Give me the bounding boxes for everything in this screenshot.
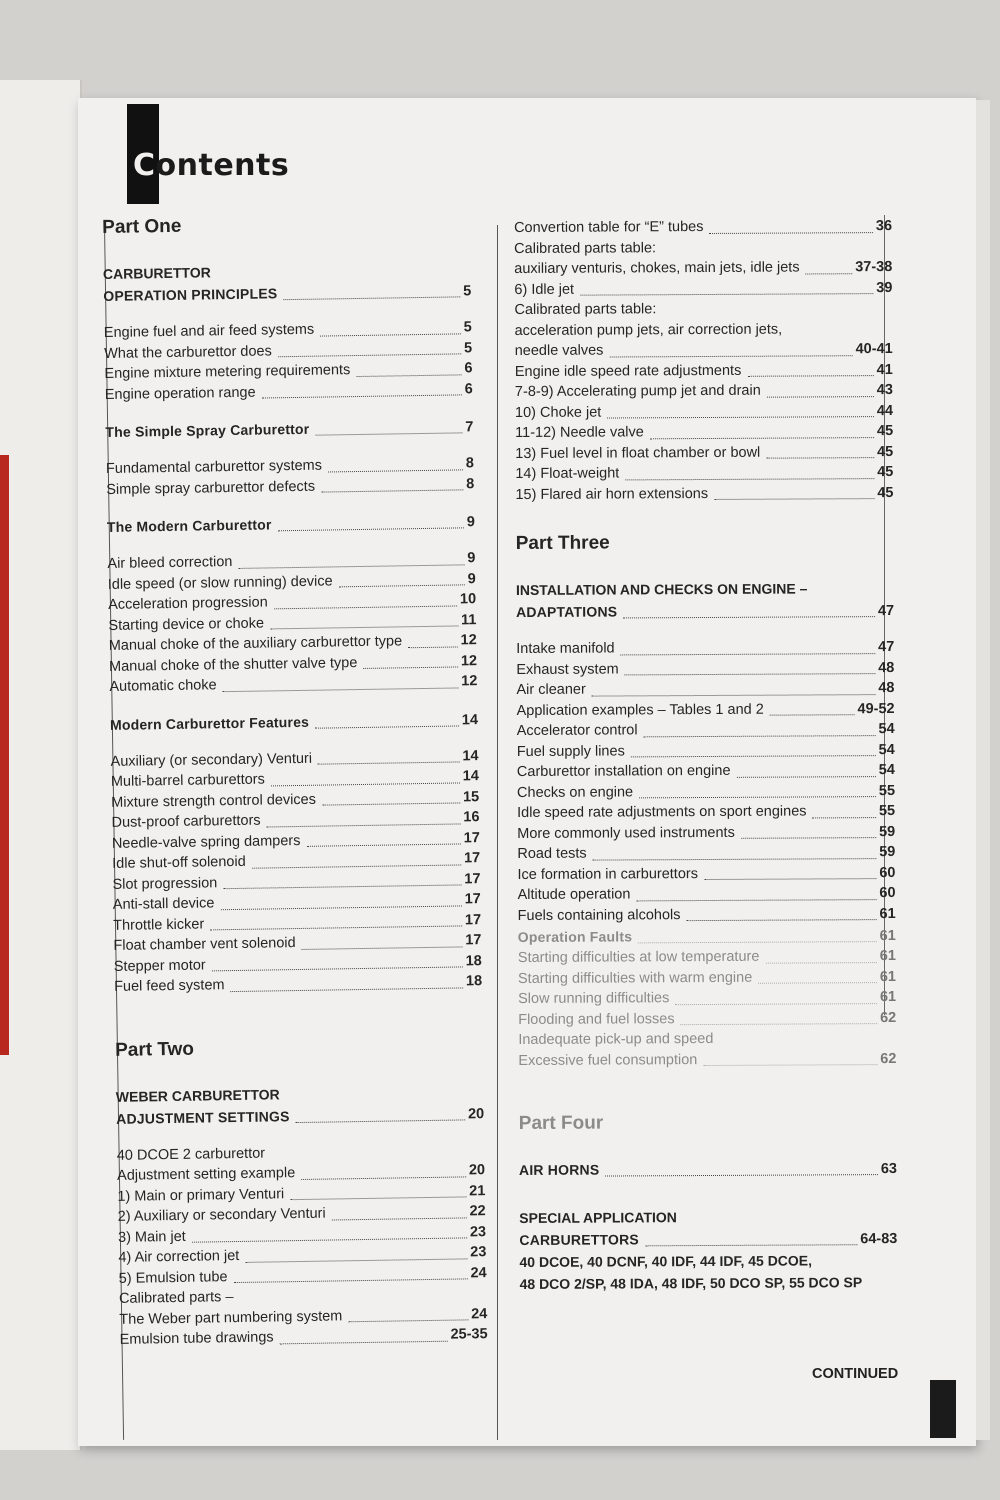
toc-entry (515, 462, 893, 484)
toc-entry-title: needle valves (514, 342, 604, 359)
toc-text-line: 40 DCOE 2 carburettor (116, 1145, 266, 1164)
toc-entry (518, 987, 896, 1009)
dot-leader (605, 1174, 878, 1176)
dot-leader (592, 694, 876, 696)
toc-entry-title: Fuels containing alcohols (517, 906, 681, 924)
dot-leader (714, 498, 874, 500)
toc-text-line: 48 DCO 2/SP, 48 IDA, 48 IDF, 50 DCO SP, 55 DCO SP (519, 1274, 863, 1292)
toc-entry-title: Excessive fuel consumption (518, 1051, 698, 1069)
spacer (519, 1179, 897, 1207)
toc-entry-title: Acceleration progression (108, 594, 268, 613)
dot-leader (675, 1003, 877, 1005)
toc-entry-title: Adjustment setting example (116, 1165, 296, 1184)
toc-entry (517, 822, 895, 844)
toc-entry-title: auxiliary venturis, chokes, main jets, idle jets (514, 259, 800, 277)
toc-entry-title: Mixture strength control devices (111, 791, 317, 811)
toc-entry-title: Operation Faults (517, 928, 633, 945)
dot-leader (741, 837, 876, 839)
dot-leader (315, 432, 462, 435)
dot-leader (220, 905, 461, 910)
dot-leader (625, 478, 874, 480)
toc-entry-title: 4) Air correction jet (118, 1247, 240, 1266)
toc-page-number: 8 (466, 475, 475, 492)
toc-page-number: 40-41 (855, 341, 893, 358)
dot-leader (238, 564, 464, 569)
dot-leader (322, 802, 460, 805)
toc-page-number: 45 (877, 484, 894, 501)
toc-entry (517, 719, 895, 741)
toc-page-number: 45 (877, 443, 894, 460)
toc-entry-title: Starting difficulties with warm engine (517, 969, 753, 987)
toc-entry (515, 421, 893, 443)
toc-entry-title: Simple spray carburettor defects (106, 478, 316, 498)
toc-entry-title: Manual choke of the shutter valve type (108, 654, 358, 675)
toc-page-number: 63 (880, 1161, 898, 1178)
dot-leader (636, 899, 876, 901)
dot-leader (813, 817, 876, 818)
toc-entry-title: Idle speed (or slow running) device (107, 572, 333, 593)
toc-page-number: 17 (463, 829, 480, 846)
toc-page-number: 5 (463, 319, 472, 336)
page-title (133, 148, 289, 183)
spacer (518, 1069, 896, 1111)
toc-page-number: 14 (462, 747, 479, 764)
toc-entry-title: Engine idle speed rate adjustments (514, 362, 742, 380)
toc-page-number: 11 (460, 611, 477, 628)
toc-page-number: 17 (465, 932, 482, 949)
dot-leader (580, 293, 873, 296)
toc-entry-title: Fuel feed system (114, 977, 225, 995)
toc-entry-title: Engine fuel and air feed systems (103, 321, 315, 341)
toc-page-number: 54 (878, 741, 895, 758)
dot-leader (223, 884, 461, 889)
toc-entry (516, 678, 894, 700)
toc-entry-title: Engine mixture metering requirements (104, 362, 351, 382)
toc-entry-title: Accelerator control (516, 722, 638, 739)
toc-text-line: Inadequate pick-up and speed (518, 1030, 714, 1048)
toc-page-number: 14 (461, 711, 479, 728)
toc-page-number: 17 (464, 870, 481, 887)
toc-page-number: 62 (880, 1050, 897, 1067)
dot-leader (332, 1217, 467, 1220)
toc-page-number: 47 (878, 639, 895, 656)
toc-page-number: 5 (463, 283, 472, 300)
dot-leader (270, 625, 458, 629)
toc-entry (515, 401, 893, 423)
part-heading: Part Four (518, 1112, 604, 1134)
toc-page-number: 43 (876, 382, 893, 399)
toc-page-number: 15 (462, 788, 480, 805)
dot-leader (363, 666, 458, 668)
toc-entry (518, 1049, 896, 1071)
toc-entry-title: Slow running difficulties (518, 990, 670, 1007)
dot-leader (644, 735, 876, 737)
dot-leader (687, 919, 877, 921)
title-rest: ontents (155, 148, 290, 183)
toc-entry-title: Modern Carburettor Features (109, 713, 310, 733)
toc-entry-title: Emulsion tube drawings (119, 1329, 274, 1348)
toc-entry-title: 11-12) Needle valve (515, 424, 644, 441)
toc-entry-title: Stepper motor (113, 956, 206, 975)
toc-page-number: 49-52 (857, 700, 895, 717)
toc-entry-title: AIR HORNS (518, 1161, 600, 1178)
dot-leader (271, 782, 460, 786)
toc-entry-title: 1) Main or primary Venturi (117, 1185, 285, 1205)
toc-page-number: 47 (877, 603, 895, 620)
toc-entry-title: ADAPTATIONS (516, 603, 618, 620)
toc-entry-title: Engine operation range (104, 384, 256, 403)
toc-page-number: 64-83 (860, 1231, 898, 1248)
dot-leader (245, 1258, 467, 1262)
dot-leader (192, 1237, 467, 1242)
dot-leader (328, 469, 463, 472)
toc-page-number: 48 (878, 659, 895, 676)
dot-leader (639, 796, 876, 798)
toc-page-number: 14 (462, 768, 479, 785)
dot-leader (758, 982, 877, 984)
toc-entry-title: 3) Main jet (117, 1228, 186, 1246)
toc-entry-title: 7-8-9) Accelerating pump jet and drain (514, 382, 761, 400)
toc-entry (517, 883, 895, 905)
toc-entry-title: Air bleed correction (107, 553, 233, 572)
toc-text-line: WEBER CARBURETTOR (115, 1085, 280, 1105)
dot-leader (766, 457, 874, 459)
toc-entry (519, 1227, 897, 1251)
dot-leader (320, 333, 461, 336)
dot-leader (356, 374, 461, 377)
toc-entry-title: What the carburettor does (104, 342, 272, 362)
dot-leader (625, 673, 876, 675)
toc-text-line: CARBURETTOR (102, 264, 211, 282)
toc-page-number: 59 (879, 823, 896, 840)
toc-entry-title: Intake manifold (516, 640, 615, 657)
dot-leader (274, 605, 457, 609)
toc-entry-title: 5) Emulsion tube (118, 1268, 228, 1287)
toc-entry-title: The Weber part numbering system (119, 1307, 343, 1328)
toc-entry-title: The Simple Spray Carburettor (105, 420, 310, 440)
toc-entry (519, 1157, 897, 1181)
toc-entry-title: Slot progression (112, 874, 218, 893)
toc-entry-title: Idle shut-off solenoid (112, 853, 246, 872)
toc-text-line: INSTALLATION AND CHECKS ON ENGINE – (515, 580, 808, 598)
dot-leader (408, 646, 457, 648)
dot-leader (621, 653, 876, 655)
dot-leader (315, 725, 459, 728)
toc-entry-title: Application examples – Tables 1 and 2 (516, 701, 764, 719)
toc-right-column (514, 216, 898, 1295)
toc-page-number: 45 (877, 464, 894, 481)
dot-leader (704, 878, 876, 880)
toc-page-number: 9 (467, 550, 476, 567)
toc-page-number: 61 (879, 968, 897, 985)
toc-entry-title: 2) Auxiliary or secondary Venturi (117, 1205, 326, 1225)
toc-page-number: 20 (467, 1105, 485, 1122)
toc-page-number: 36 (875, 218, 893, 235)
dot-leader (770, 714, 855, 715)
toc-entry-title: Checks on engine (516, 783, 634, 801)
spacer (516, 503, 894, 531)
toc-page-number: 61 (879, 905, 896, 922)
dot-leader (806, 273, 853, 274)
toc-page-number: 44 (876, 402, 894, 419)
dot-leader (296, 1119, 465, 1123)
dot-leader (210, 925, 462, 930)
toc-entry-title: Throttle kicker (113, 915, 205, 934)
toc-page-number: 61 (879, 948, 896, 965)
toc-page-number: 7 (465, 419, 474, 436)
toc-entry-title: 15) Flared air horn extensions (515, 485, 709, 503)
middle-column-rule (497, 225, 498, 1440)
toc-page-number: 60 (879, 864, 896, 881)
dot-leader (223, 687, 459, 692)
dot-leader (767, 396, 874, 398)
continued-label: CONTINUED (812, 1366, 899, 1382)
toc-entry (515, 339, 893, 361)
dot-leader (737, 776, 876, 778)
toc-entry-title: Exhaust system (516, 660, 619, 678)
dot-leader (650, 437, 874, 439)
toc-page-number: 12 (460, 652, 478, 669)
dot-leader (234, 1278, 468, 1283)
title-first-letter: C (133, 148, 156, 183)
toc-page-number: 18 (465, 952, 482, 969)
toc-entry (515, 483, 893, 505)
toc-page-number: 59 (879, 844, 896, 861)
toc-entry (514, 216, 892, 238)
toc-page-number: 18 (465, 973, 483, 990)
toc-entry (517, 760, 895, 782)
toc-entry-title: OPERATION PRINCIPLES (103, 285, 278, 304)
part-heading: Part Two (114, 1038, 195, 1061)
toc-text-line: SPECIAL APPLICATION (519, 1209, 677, 1226)
toc-page-number: 21 (469, 1182, 486, 1199)
toc-text-line: Calibrated parts – (118, 1289, 234, 1307)
toc-entry (516, 637, 894, 659)
toc-page-number: 20 (468, 1162, 486, 1179)
toc-entry-title: Automatic choke (109, 677, 217, 695)
toc-entry-title: Flooding and fuel losses (518, 1010, 675, 1028)
spacer (516, 621, 894, 639)
dot-leader (321, 489, 463, 492)
toc-entry-title: Float chamber vent solenoid (113, 935, 296, 954)
toc-entry-title: 14) Float-weight (515, 465, 620, 482)
dot-leader (681, 1023, 877, 1025)
toc-page-number: 5 (463, 339, 473, 356)
toc-page-number: 25-35 (450, 1326, 488, 1343)
toc-page-number: 9 (466, 514, 475, 531)
dot-leader (339, 584, 465, 587)
toc-entry-title: Fundamental carburettor systems (105, 457, 323, 477)
toc-entry (514, 257, 892, 279)
dot-leader (703, 1064, 877, 1066)
toc-entry (517, 699, 895, 721)
toc-page-number: 23 (470, 1244, 487, 1261)
dot-leader (593, 858, 877, 860)
dot-leader (631, 755, 876, 757)
left-page-edge (0, 80, 82, 1450)
dot-leader (278, 353, 461, 357)
toc-entry-title: Carburettor installation on engine (516, 762, 731, 780)
spacer (519, 1141, 897, 1159)
spacer (114, 992, 483, 1038)
toc-entry-title: More commonly used instruments (517, 824, 735, 842)
toc-page-number: 12 (460, 632, 477, 649)
toc-page-number: 6 (464, 360, 473, 377)
dot-leader (645, 1244, 857, 1246)
toc-page-number: 60 (879, 885, 896, 902)
toc-entry (518, 967, 896, 989)
toc-page-number: 22 (469, 1203, 486, 1220)
toc-text-line: Calibrated parts table: (514, 301, 657, 318)
toc-entry-title: Anti-stall device (112, 895, 215, 913)
toc-page-number: 55 (878, 803, 896, 820)
toc-entry-title: Multi-barrel carburettors (110, 771, 265, 790)
toc-entry (516, 658, 894, 680)
toc-entry-title: 10) Choke jet (514, 404, 602, 421)
dot-leader (262, 394, 462, 398)
dot-leader (280, 1340, 448, 1344)
toc-page-number: 61 (879, 989, 897, 1006)
toc-entry (514, 278, 892, 300)
dot-leader (302, 946, 463, 950)
toc-text-line: 40 DCOE, 40 DCNF, 40 IDF, 44 IDF, 45 DCOE, (519, 1252, 813, 1270)
toc-page-number: 62 (880, 1009, 897, 1026)
toc-entry-title: Auxiliary (or secondary) Venturi (110, 750, 313, 770)
dot-leader (301, 1176, 466, 1180)
toc-text-line: acceleration pump jets, air correction jets, (514, 321, 783, 339)
dot-leader (623, 616, 875, 618)
toc-entry (518, 924, 896, 948)
spacer (516, 561, 894, 579)
toc-page-number: 8 (465, 455, 475, 472)
toc-page-number: 39 (876, 279, 893, 296)
toc-page-number: 48 (878, 680, 895, 697)
toc-page-number: 54 (878, 762, 895, 779)
dot-leader (609, 355, 852, 357)
toc-entry-title: Altitude operation (517, 886, 631, 903)
toc-entry-title: Convertion table for “E” tubes (514, 219, 704, 236)
toc-entry-title: Road tests (517, 845, 587, 862)
part-heading: Part Three (515, 532, 610, 554)
dot-leader (212, 966, 463, 971)
toc-entry (516, 599, 894, 623)
part-heading: Part One (102, 215, 182, 238)
dot-leader (318, 761, 459, 764)
toc-page-number: 10 (459, 591, 477, 608)
toc-entry-title: Starting difficulties at low temperature (517, 948, 760, 966)
toc-page-number: 17 (464, 911, 482, 928)
toc-page-number: 17 (463, 850, 481, 867)
dot-leader (290, 1196, 466, 1200)
dot-leader (747, 375, 873, 377)
toc-entry-title: The Modern Carburettor (106, 516, 272, 535)
toc-entry-title: Ice formation in carburettors (517, 865, 699, 883)
toc-page-number: 45 (876, 423, 894, 440)
dot-leader (267, 823, 461, 827)
toc-entry (518, 1008, 896, 1030)
toc-page-number: 24 (471, 1305, 488, 1322)
toc-entry (517, 801, 895, 823)
toc-entry-title: Manual choke of the auxiliary carburettor type (108, 633, 403, 654)
toc-text-line: Calibrated parts table: (514, 239, 657, 257)
toc-entry (515, 442, 893, 464)
toc-page-number: 6 (464, 380, 473, 397)
toc-entry-title: CARBURETTORS (519, 1231, 639, 1248)
dot-leader (765, 962, 876, 964)
toc-page-number: 37-38 (855, 259, 893, 276)
dot-leader (348, 1319, 468, 1322)
red-page-marker (0, 455, 9, 1055)
toc-entry (518, 904, 896, 926)
toc-page-number: 55 (878, 782, 896, 799)
dot-leader (607, 416, 874, 418)
dot-leader (709, 232, 872, 234)
dot-leader (231, 987, 463, 992)
page-stack-edge (976, 100, 990, 1440)
dot-leader (252, 864, 461, 868)
dot-leader (278, 527, 464, 531)
toc-entry-title: Dust-proof carburettors (111, 812, 261, 831)
toc-entry-title: ADJUSTMENT SETTINGS (116, 1107, 290, 1127)
toc-entry-title: Needle-valve spring dampers (111, 832, 301, 852)
toc-page-number: 54 (878, 721, 895, 738)
dot-leader (638, 941, 876, 943)
toc-page-number: 12 (461, 673, 478, 690)
toc-page-number: 9 (467, 570, 476, 587)
toc-entry-title: 13) Fuel level in float chamber or bowl (515, 444, 761, 462)
toc-page-number: 17 (464, 891, 481, 908)
toc-entry-title: Fuel supply lines (516, 742, 625, 760)
toc-left-column (102, 209, 488, 1350)
toc-entry (518, 946, 896, 968)
toc-page-number: 41 (876, 361, 893, 378)
dot-leader (307, 843, 461, 846)
toc-page-number: 61 (879, 928, 896, 945)
toc-entry (515, 360, 893, 382)
toc-entry-title: Air cleaner (516, 681, 586, 698)
toc-entry (515, 380, 893, 402)
toc-entry (517, 781, 895, 803)
toc-page-number: 24 (470, 1264, 487, 1281)
toc-entry (517, 740, 895, 762)
toc-entry-title: Starting device or choke (108, 615, 265, 634)
toc-page-number: 16 (463, 809, 480, 826)
page-thumb-tab (930, 1380, 956, 1438)
toc-entry (517, 863, 895, 885)
toc-entry (517, 842, 895, 864)
dot-leader (283, 296, 460, 300)
toc-entry-title: Idle speed rate adjustments on sport engines (517, 803, 807, 821)
toc-entry-title: 6) Idle jet (514, 281, 575, 298)
toc-page-number: 23 (469, 1223, 487, 1240)
